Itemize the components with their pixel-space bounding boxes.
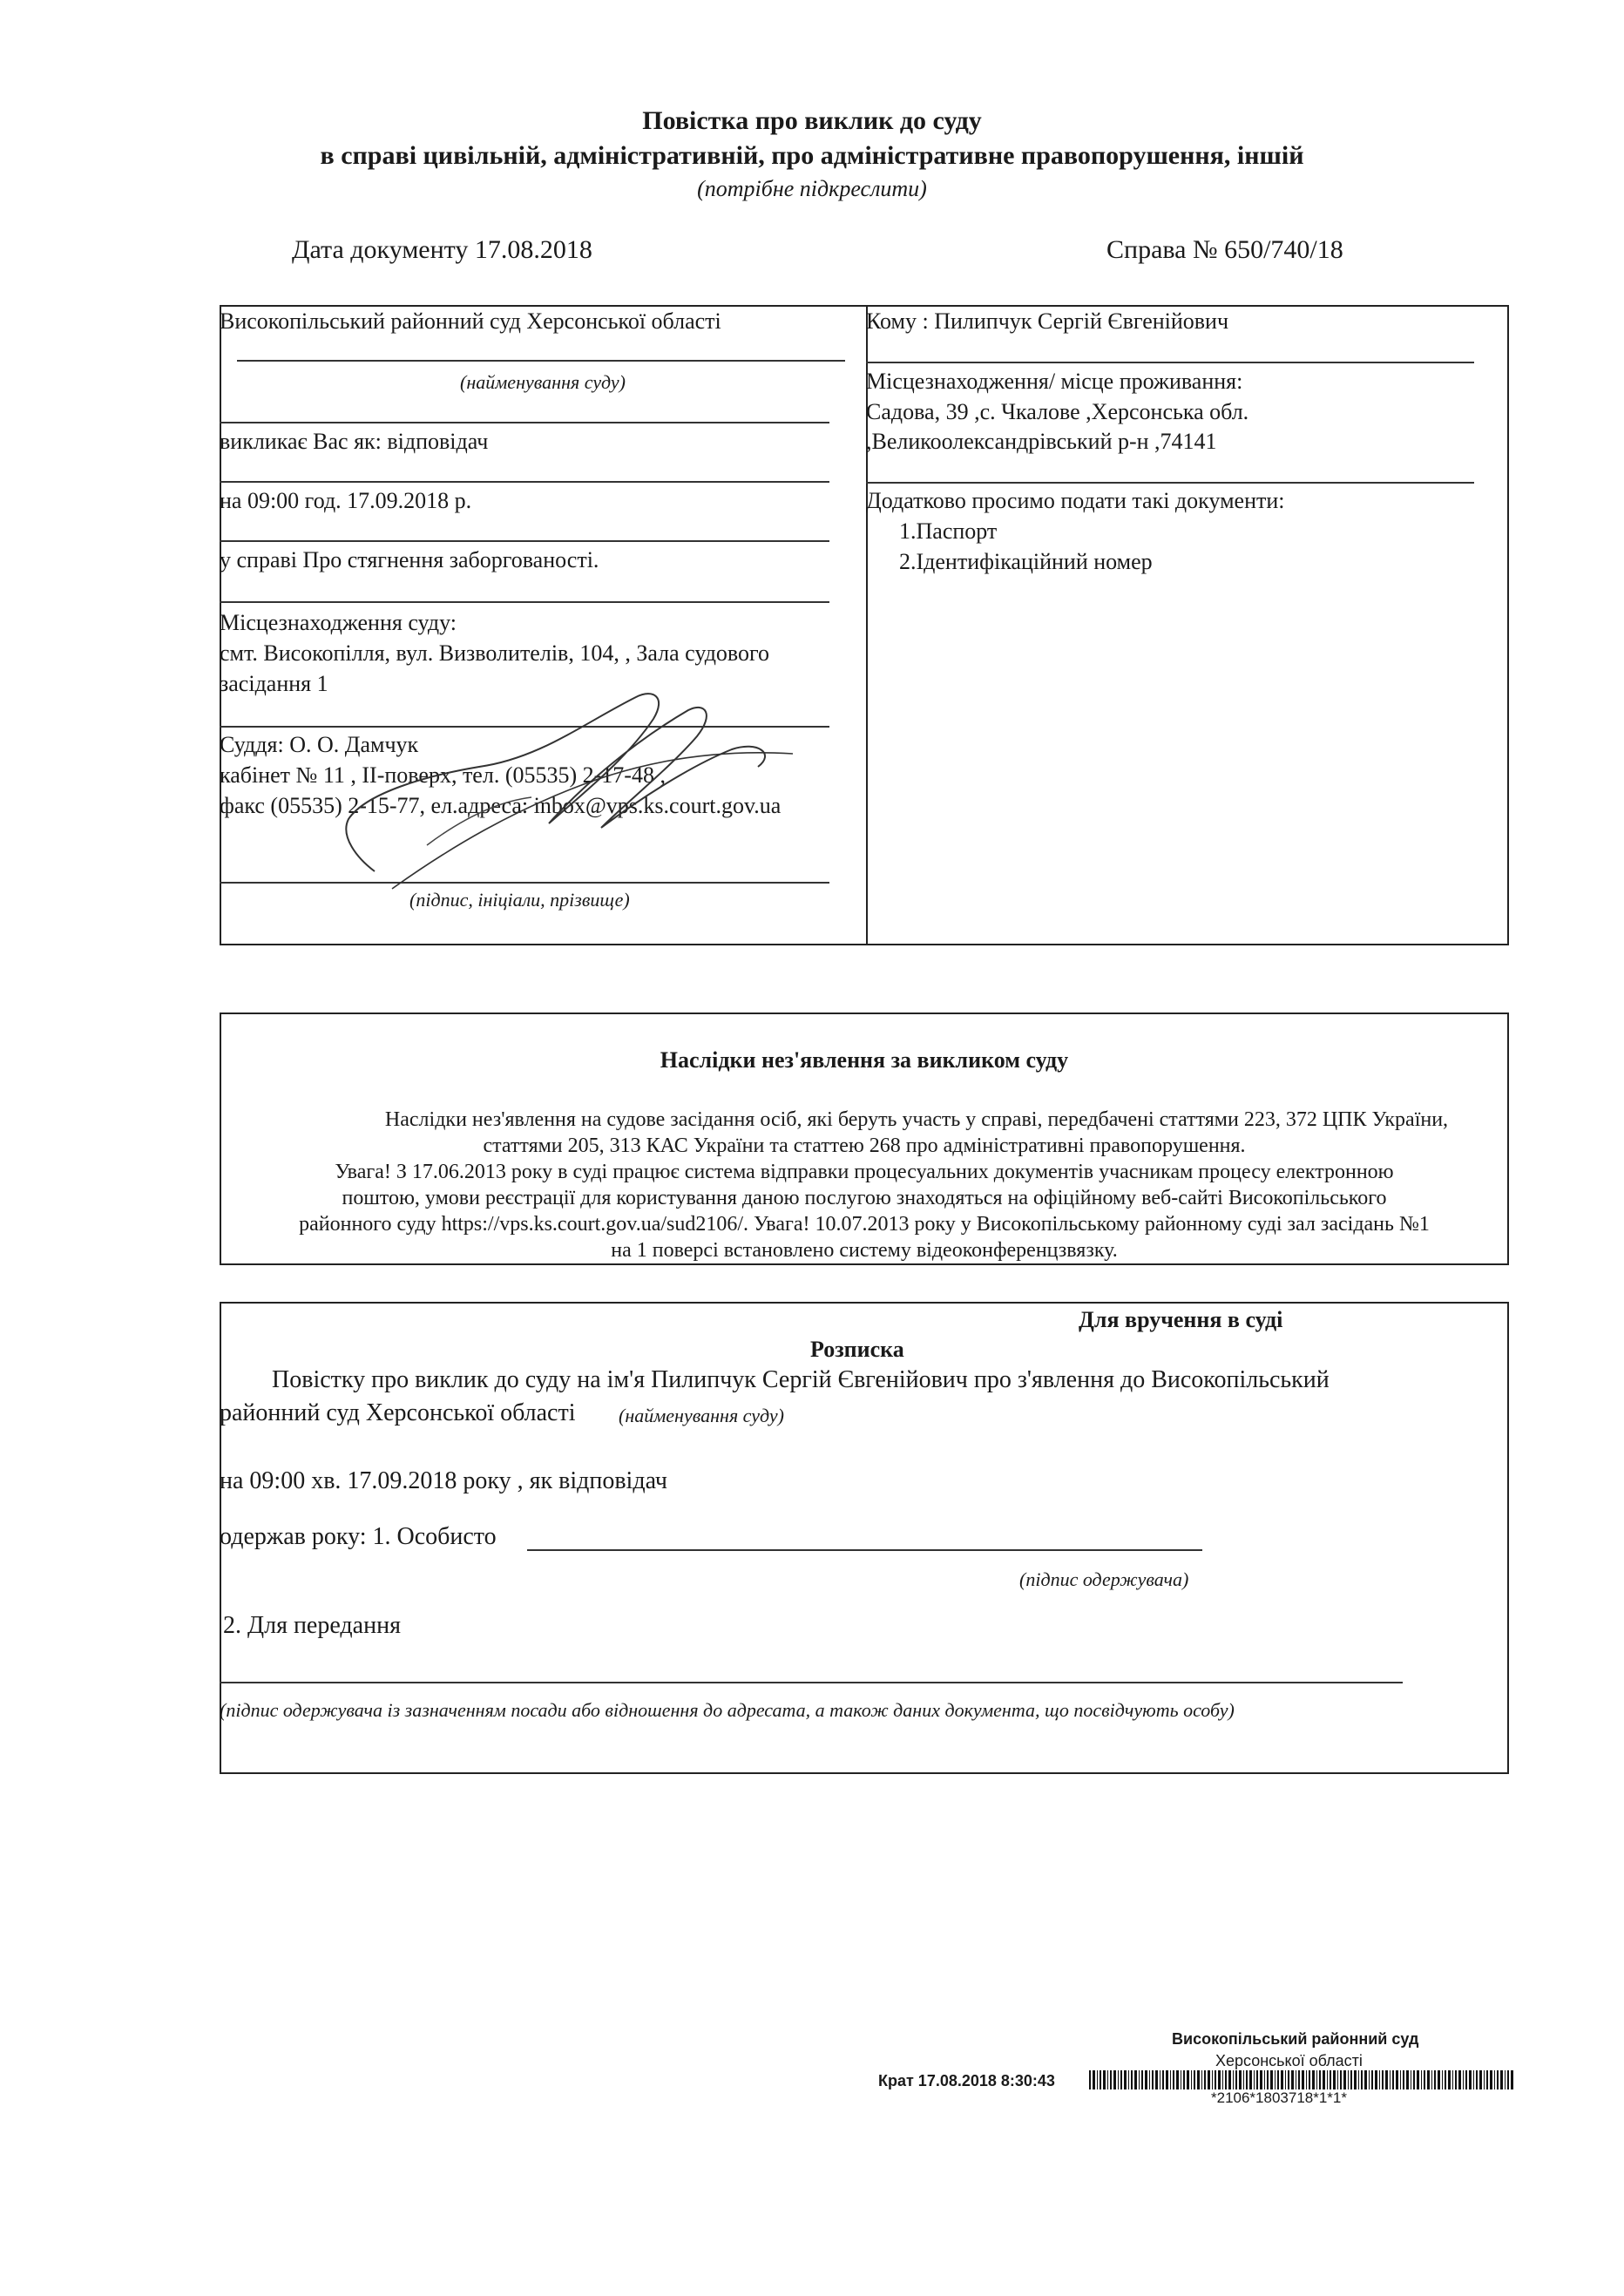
consequences-text-line6: на 1 поверсі встановлено систему відеоконференцзвязку.	[611, 1239, 1118, 1262]
judge-name: Суддя: О. О. Дамчук	[220, 732, 419, 757]
required-document-item: 2.Ідентифікаційний номер	[899, 549, 1153, 574]
underline	[237, 360, 845, 362]
receipt-text-line1: Повістку про виклик до суду на ім'я Пилипчук Сергій Євгенійович про з'явлення до Високопільський	[272, 1366, 1330, 1393]
hearing-time: на 09:00 год. 17.09.2018 р.	[220, 488, 472, 513]
recipient: Кому : Пилипчук Сергій Євгенійович	[866, 308, 1229, 334]
transfer-signature-caption: (підпис одержувача із зазначенням посади або відношення до адресата, а також даних документа, що посвідчують особу)	[220, 1699, 1235, 1721]
consequences-text-line5: районного суду https://vps.ks.court.gov.ua/sud2106/. Увага! 10.07.2013 року у Високопільському районному суді зал засідань №1	[299, 1213, 1430, 1236]
consequences-text-line1: Наслідки нез'явлення на судове засідання осіб, які беруть участь у справі, передбачені статтями 223, 372 ЦПК України,	[384, 1108, 1449, 1131]
stamp-court-line2: Херсонської області	[1215, 2052, 1363, 2069]
underline	[220, 540, 829, 542]
document-title: Повістка про виклик до суду	[642, 106, 982, 135]
consequences-text-line3: Увага! З 17.06.2013 року в суді працює система відправки процесуальних документів учасникам процесу електронною	[335, 1161, 1394, 1183]
required-document-item: 1.Паспорт	[899, 518, 998, 544]
recipient-address-line1: Садова, 39 ,с. Чкалове ,Херсонська обл.	[866, 399, 1249, 424]
court-name-caption: (найменування суду)	[460, 371, 626, 393]
required-documents-label: Додатково просимо подати такі документи:	[866, 488, 1285, 513]
consequences-text-line2: статтями 205, 313 КАС України та статтею 268 про адміністративні правопорушення.	[483, 1134, 1246, 1157]
court-location-label: Місцезнаходження суду:	[220, 610, 457, 635]
stamp-date: Крат 17.08.2018 8:30:43	[878, 2072, 1055, 2089]
barcode-code: *2106*1803718*1*1*	[1211, 2089, 1347, 2106]
court-name: Високопільський районний суд Херсонської області	[220, 308, 721, 334]
recipient-address-line2: ,Великоолександрівський р-н ,74141	[866, 429, 1217, 454]
underline	[866, 482, 1474, 484]
consequences-text-line4: поштою, умови реєстрації для користування даною послугою знаходяться на офіційному веб-сайті Високопільського	[342, 1187, 1387, 1209]
receipt-court-caption: (найменування суду)	[619, 1405, 784, 1426]
underline	[220, 481, 829, 483]
signature-caption: (підпис, ініціали, прізвище)	[409, 889, 630, 911]
summoned-as: викликає Вас як: відповідач	[220, 429, 489, 454]
recipient-signature-caption: (підпис одержувача)	[1019, 1568, 1189, 1590]
for-court-label: Для вручення в суді	[1079, 1307, 1283, 1332]
receipt-transfer: 2. Для передання	[223, 1612, 401, 1639]
court-location-line1: смт. Високопілля, вул. Визволителів, 104, , Зала судового	[220, 640, 770, 666]
underline	[220, 422, 829, 423]
receipt-text-line2: районний суд Херсонської області	[220, 1399, 576, 1426]
document-subtitle: в справі цивільній, адміністративній, про адміністративне правопорушення, іншій	[320, 141, 1304, 170]
recipient-address-label: Місцезнаходження/ місце проживання:	[866, 369, 1243, 394]
subtitle-note: (потрібне підкреслити)	[697, 176, 927, 201]
transfer-signature-line	[220, 1682, 1403, 1683]
receipt-title: Розписка	[810, 1337, 904, 1362]
judge-signature	[322, 671, 871, 897]
underline	[866, 362, 1474, 363]
stamp-court-line1: Високопільський районний суд	[1172, 2030, 1419, 2048]
case-subject: у справі Про стягнення заборгованості.	[220, 547, 599, 572]
receipt-received: одержав року: 1. Особисто	[220, 1523, 497, 1550]
court-location-line2: засідання 1	[220, 671, 328, 696]
document-date: Дата документу 17.08.2018	[292, 235, 592, 264]
underline	[220, 601, 829, 603]
barcode	[1089, 2070, 1514, 2089]
receipt-hearing-time: на 09:00 хв. 17.09.2018 року , як відповідач	[220, 1467, 667, 1494]
judge-office: кабінет № 11 , ІІ-поверх, тел. (05535) 2-17-48 ,	[220, 762, 666, 788]
case-number: Справа № 650/740/18	[1106, 235, 1343, 264]
recipient-signature-line	[527, 1549, 1202, 1551]
consequences-title: Наслідки нез'явлення за викликом суду	[660, 1047, 1069, 1073]
court-contacts: факс (05535) 2-15-77, ел.адреса: inbox@vps.ks.court.gov.ua	[220, 793, 782, 818]
